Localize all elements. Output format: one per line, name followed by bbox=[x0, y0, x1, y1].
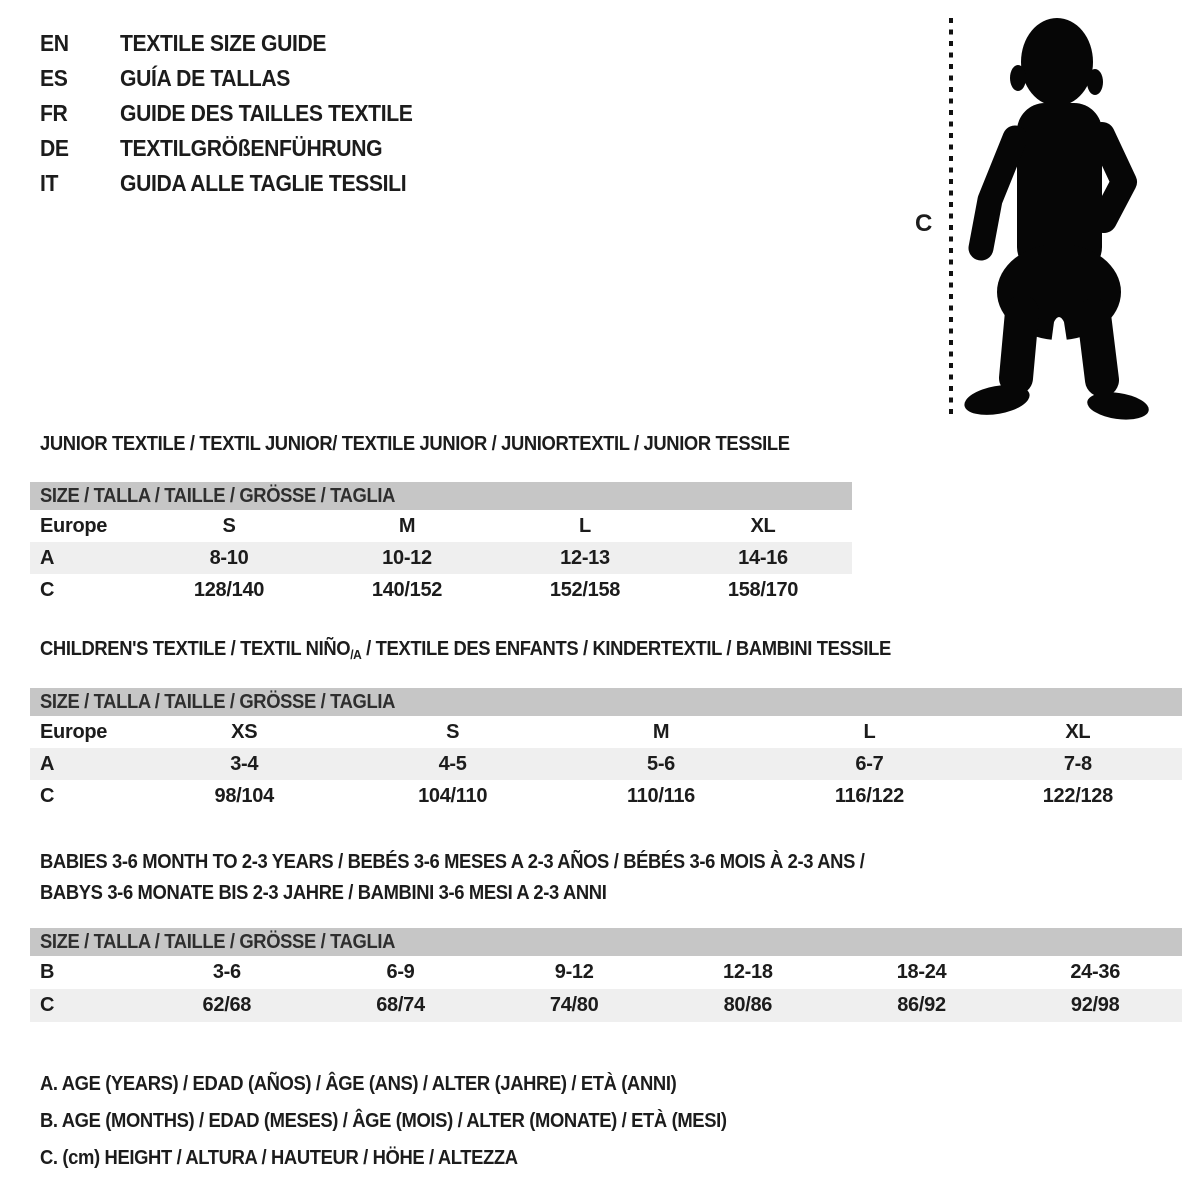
column-header: L bbox=[579, 515, 591, 537]
row-label: C bbox=[40, 785, 55, 807]
table-cell: 3-4 bbox=[230, 753, 259, 775]
language-code: EN bbox=[40, 30, 69, 56]
row-label: C bbox=[40, 994, 55, 1016]
legend-line-a bbox=[40, 1066, 786, 1103]
legend-line-b-text: B. AGE (MONTHS) / EDAD (MESES) / ÂGE (MOIS) / ALTER (MONATE) / ETÀ (MESI) bbox=[40, 1110, 727, 1132]
size-header-text: SIZE / TALLA / TAILLE / GRÖSSE / TAGLIA bbox=[40, 485, 396, 507]
toddler-silhouette-icon bbox=[905, 10, 1155, 425]
table-cell: 80/86 bbox=[723, 994, 773, 1016]
language-label: GUÍA DE TALLAS bbox=[120, 65, 290, 91]
table-row bbox=[30, 780, 1182, 812]
legend-line-b bbox=[40, 1103, 786, 1140]
children-section-title bbox=[40, 638, 965, 662]
column-header: Europe bbox=[40, 515, 108, 537]
table-header-row bbox=[30, 716, 1182, 748]
table-row bbox=[30, 956, 1182, 989]
table-cell: 140/152 bbox=[371, 579, 443, 601]
table-cell: 7-8 bbox=[1063, 753, 1092, 775]
column-header: M bbox=[652, 721, 670, 743]
table-cell: 98/104 bbox=[214, 785, 274, 807]
table-cell: 128/140 bbox=[193, 579, 265, 601]
table-cell: 18-24 bbox=[896, 961, 947, 983]
language-row-de bbox=[40, 131, 438, 166]
table-cell: 8-10 bbox=[209, 547, 249, 569]
language-label: TEXTILGRÖßENFÜHRUNG bbox=[120, 135, 383, 161]
table-row bbox=[30, 574, 852, 606]
table-cell: 152/158 bbox=[549, 579, 621, 601]
column-header: S bbox=[222, 515, 236, 537]
table-cell: 116/122 bbox=[834, 785, 904, 807]
table-cell: 6-9 bbox=[386, 961, 415, 983]
table-cell: 6-7 bbox=[855, 753, 884, 775]
row-label: C bbox=[40, 579, 55, 601]
table-header-row bbox=[30, 510, 852, 542]
language-row-fr bbox=[40, 96, 438, 131]
table-cell: 12-18 bbox=[723, 961, 773, 983]
size-header-bar bbox=[30, 928, 1182, 956]
junior-section-title-text: JUNIOR TEXTILE / TEXTIL JUNIOR/ TEXTILE JUNIOR / JUNIORTEXTIL / JUNIOR TESSILE bbox=[40, 433, 790, 455]
junior-section-title bbox=[40, 433, 855, 456]
column-header: XL bbox=[1065, 721, 1091, 743]
babies-title-line1: BABIES 3-6 MONTH TO 2-3 YEARS / BEBÉS 3-6 MESES A 2-3 AÑOS / BÉBÉS 3-6 MOIS À 2-3 ANS / bbox=[40, 851, 865, 873]
table-cell: 62/68 bbox=[202, 994, 252, 1016]
table-cell: 4-5 bbox=[438, 753, 467, 775]
language-label: GUIDA ALLE TAGLIE TESSILI bbox=[120, 170, 407, 196]
size-header-bar bbox=[30, 482, 852, 510]
legend-line-c bbox=[40, 1140, 786, 1177]
table-cell: 92/98 bbox=[1070, 994, 1120, 1016]
column-header: XL bbox=[750, 515, 776, 537]
column-header: Europe bbox=[40, 721, 108, 743]
column-header: S bbox=[446, 721, 460, 743]
language-code: DE bbox=[40, 135, 69, 161]
measurement-legend bbox=[40, 1066, 786, 1177]
children-section-title-text bbox=[40, 638, 891, 662]
size-header-bar bbox=[30, 688, 1182, 716]
babies-size-table bbox=[30, 928, 1182, 1022]
language-code: IT bbox=[40, 170, 59, 196]
height-measure-label: C bbox=[915, 210, 933, 237]
table-cell: 3-6 bbox=[212, 961, 241, 983]
column-header: XS bbox=[231, 721, 258, 743]
table-cell: 14-16 bbox=[738, 547, 788, 569]
language-header bbox=[40, 26, 438, 201]
table-cell: 68/74 bbox=[376, 994, 425, 1016]
column-header: L bbox=[863, 721, 876, 743]
table-cell: 122/128 bbox=[1042, 785, 1113, 807]
table-cell: 158/170 bbox=[727, 579, 799, 601]
legend-line-a-text: A. AGE (YEARS) / EDAD (AÑOS) / ÂGE (ANS) / ALTER (JAHRE) / ETÀ (ANNI) bbox=[40, 1073, 677, 1095]
children-size-table bbox=[30, 688, 1182, 812]
language-label: TEXTILE SIZE GUIDE bbox=[120, 30, 327, 56]
table-cell: 104/110 bbox=[418, 785, 488, 807]
row-label: B bbox=[40, 961, 55, 983]
babies-title-line2: BABYS 3-6 MONATE BIS 2-3 JAHRE / BAMBINI 3-6 MESI A 2-3 ANNI bbox=[40, 882, 607, 904]
table-cell: 74/80 bbox=[549, 994, 599, 1016]
language-row-it bbox=[40, 166, 438, 201]
table-row bbox=[30, 748, 1182, 780]
table-cell: 10-12 bbox=[382, 547, 432, 569]
size-header-text: SIZE / TALLA / TAILLE / GRÖSSE / TAGLIA bbox=[40, 691, 396, 713]
table-cell: 9-12 bbox=[554, 961, 594, 983]
table-cell: 110/116 bbox=[627, 785, 696, 807]
row-label: A bbox=[40, 753, 55, 775]
language-row-es bbox=[40, 61, 438, 96]
table-row bbox=[30, 542, 852, 574]
table-cell: 86/92 bbox=[897, 994, 946, 1016]
row-label: A bbox=[40, 547, 55, 569]
language-code: ES bbox=[40, 65, 68, 91]
table-cell: 5-6 bbox=[647, 753, 676, 775]
babies-section-title bbox=[40, 847, 936, 909]
toddler-figure bbox=[905, 10, 1155, 425]
table-cell: 12-13 bbox=[560, 547, 610, 569]
junior-size-table bbox=[30, 482, 852, 606]
language-row-en bbox=[40, 26, 438, 61]
size-header-text: SIZE / TALLA / TAILLE / GRÖSSE / TAGLIA bbox=[40, 931, 396, 953]
table-cell: 24-36 bbox=[1070, 961, 1121, 983]
column-header: M bbox=[398, 515, 416, 537]
language-label: GUIDE DES TAILLES TEXTILE bbox=[120, 100, 413, 126]
children-title-subscript: /A bbox=[350, 647, 362, 662]
language-code: FR bbox=[40, 100, 68, 126]
legend-line-c-text: C. (cm) HEIGHT / ALTURA / HAUTEUR / HÖHE / ALTEZZA bbox=[40, 1147, 518, 1169]
children-title-rest: / TEXTILE DES ENFANTS / KINDERTEXTIL / BAMBINI TESSILE bbox=[361, 638, 891, 660]
table-row bbox=[30, 989, 1182, 1022]
children-title-main: CHILDREN'S TEXTILE / TEXTIL NIÑO bbox=[40, 638, 351, 660]
